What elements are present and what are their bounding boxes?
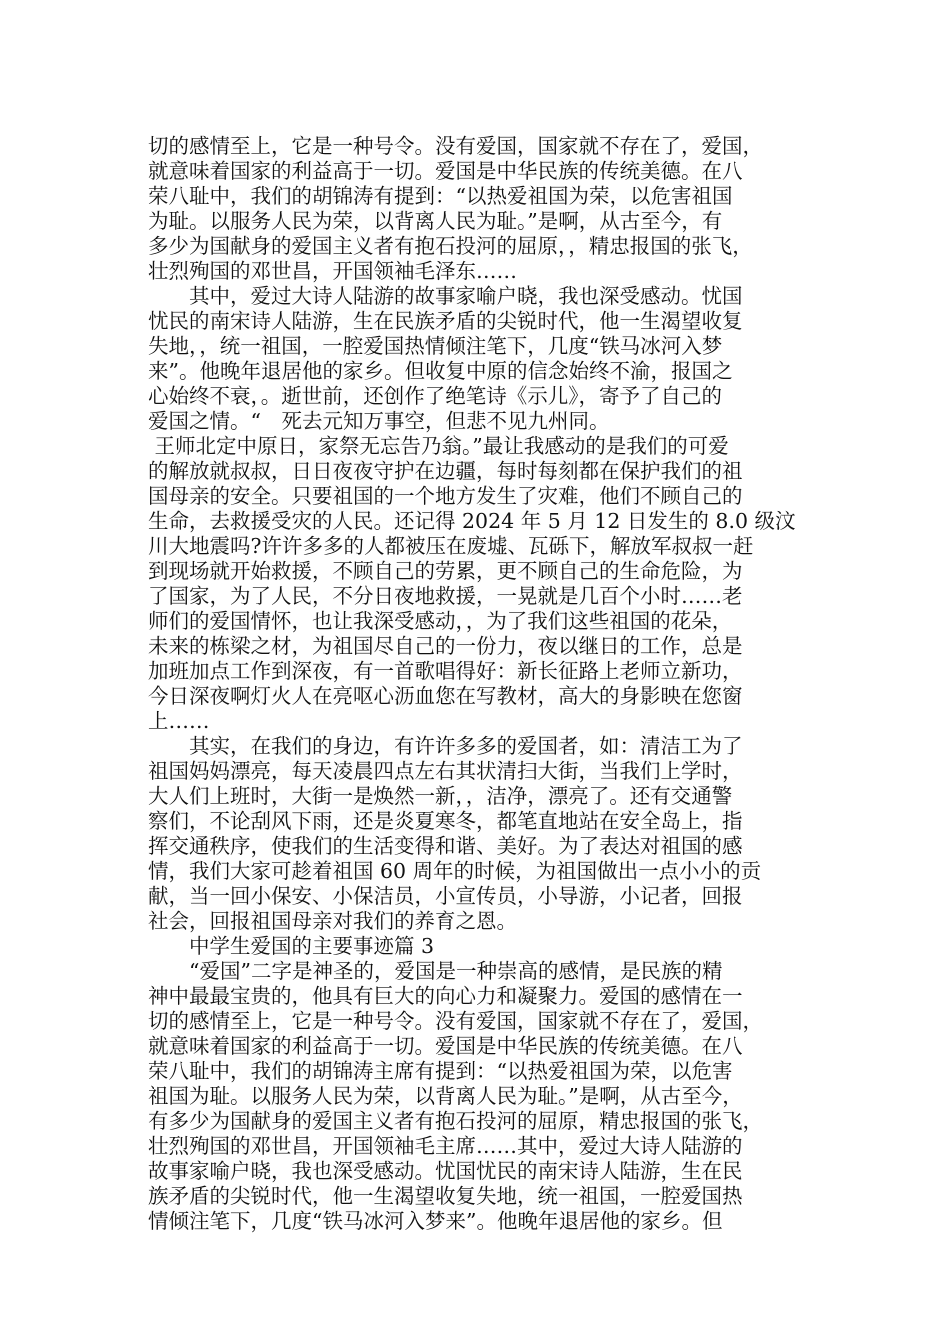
text-line: 心始终不衰，。逝世前，还创作了绝笔诗《示儿》，寄予了自己的: [148, 384, 722, 408]
text-line: 中学生爱国的主要事迹篇 3: [148, 934, 435, 958]
text-line: 有多少为国献身的爱国主义者有抱石投河的屈原，精忠报国的张飞，: [148, 1109, 763, 1133]
text-line: 生命，去救援受灾的人民。还记得 2024 年 5 月 12 日发生的 8.0 级汶: [148, 509, 796, 533]
text-line: 荣八耻中，我们的胡锦涛主席有提到：“以热爱祖国为荣，以危害: [148, 1059, 733, 1083]
text-line: 祖国妈妈漂亮，每天凌晨四点左右其状清扫大街，当我们上学时，: [148, 759, 743, 783]
text-line: 其实，在我们的身边，有许许多多的爱国者，如：清洁工为了: [148, 734, 743, 758]
text-line: 挥交通秩序，使我们的生活变得和谐、美好。为了表达对祖国的感: [148, 834, 743, 858]
text-line: “爱国”二字是神圣的，爱国是一种崇高的感情，是民族的精: [148, 959, 723, 983]
text-line: 失地，，统一祖国，一腔爱国热情倾注笔下，几度“铁马冰河入梦: [148, 334, 723, 358]
text-line: 大人们上班时，大街一是焕然一新，，洁净，漂亮了。还有交通警: [148, 784, 733, 808]
text-line: 其中，爱过大诗人陆游的故事家喻户晓，我也深受感动。忧国: [148, 284, 743, 308]
text-line: 祖国为耻。以服务人民为荣，以背离人民为耻。”是啊，从古至今，: [148, 1084, 743, 1108]
text-line: 川大地震吗?许许多多的人都被压在废墟、瓦砾下，解放军叔叔一赶: [148, 534, 754, 558]
text-line: 社会，回报祖国母亲对我们的养育之恩。: [148, 909, 517, 933]
text-line: 今日深夜啊灯火人在亮呕心沥血您在写教材，高大的身影映在您窗: [148, 684, 743, 708]
text-line: 上……: [148, 709, 210, 733]
text-line: 察们，不论刮风下雨，还是炎夏寒冬，都笔直地站在安全岛上，指: [148, 809, 743, 833]
text-line: 情倾注笔下，几度“铁马冰河入梦来”。他晚年退居他的家乡。但: [148, 1209, 723, 1233]
text-line: 来”。他晚年退居他的家乡。但收复中原的信念始终不渝，报国之: [148, 359, 733, 383]
text-line: 神中最最宝贵的，他具有巨大的向心力和凝聚力。爱国的感情在一: [148, 984, 743, 1008]
document-body: [148, 134, 828, 1234]
text-line: 为耻。以服务人民为荣，以背离人民为耻。”是啊，从古至今，有: [148, 209, 723, 233]
text-line: 切的感情至上，它是一种号令。没有爱国，国家就不存在了，爱国，: [148, 134, 763, 158]
text-line: 加班加点工作到深夜，有一首歌唱得好：新长征路上老师立新功，: [148, 659, 743, 683]
text-line: 族矛盾的尖锐时代，他一生渴望收复失地，统一祖国，一腔爱国热: [148, 1184, 743, 1208]
text-line: 荣八耻中，我们的胡锦涛有提到：“以热爱祖国为荣，以危害祖国: [148, 184, 733, 208]
text-line: 王师北定中原日，家祭无忘告乃翁。”最让我感动的是我们的可爱: [148, 434, 729, 458]
text-line: 了国家，为了人民，不分日夜地救援，一晃就是几百个小时……老: [148, 584, 743, 608]
text-line: 爱国之情。“ 死去元知万事空，但悲不见九州同。: [148, 409, 610, 433]
text-line: 壮烈殉国的邓世昌，开国领袖毛泽东……: [148, 259, 517, 283]
text-line: 多少为国献身的爱国主义者有抱石投河的屈原，，精忠报国的张飞，: [148, 234, 753, 258]
text-line: 就意味着国家的利益高于一切。爱国是中华民族的传统美德。在八: [148, 1034, 743, 1058]
text-line: 忧民的南宋诗人陆游，生在民族矛盾的尖锐时代，他一生渴望收复: [148, 309, 743, 333]
text-line: 就意味着国家的利益高于一切。爱国是中华民族的传统美德。在八: [148, 159, 743, 183]
text-line: 到现场就开始救援，不顾自己的劳累，更不顾自己的生命危险，为: [148, 559, 743, 583]
text-line: 故事家喻户晓，我也深受感动。忧国忧民的南宋诗人陆游，生在民: [148, 1159, 743, 1183]
text-line: 师们的爱国情怀，也让我深受感动，，为了我们这些祖国的花朵，: [148, 609, 733, 633]
text-line: 献，当一回小保安、小保洁员，小宣传员，小导游，小记者，回报: [148, 884, 743, 908]
text-line: 切的感情至上，它是一种号令。没有爱国，国家就不存在了，爱国，: [148, 1009, 763, 1033]
text-line: 国母亲的安全。只要祖国的一个地方发生了灾难，他们不顾自己的: [148, 484, 743, 508]
text-line: 壮烈殉国的邓世昌，开国领袖毛主席……其中，爱过大诗人陆游的: [148, 1134, 743, 1158]
text-line: 情，我们大家可趁着祖国 60 周年的时候，为祖国做出一点小小的贡: [148, 859, 762, 883]
text-line: 的解放就叔叔，日日夜夜守护在边疆，每时每刻都在保护我们的祖: [148, 459, 743, 483]
text-line: 未来的栋梁之材，为祖国尽自己的一份力，夜以继日的工作，总是: [148, 634, 743, 658]
